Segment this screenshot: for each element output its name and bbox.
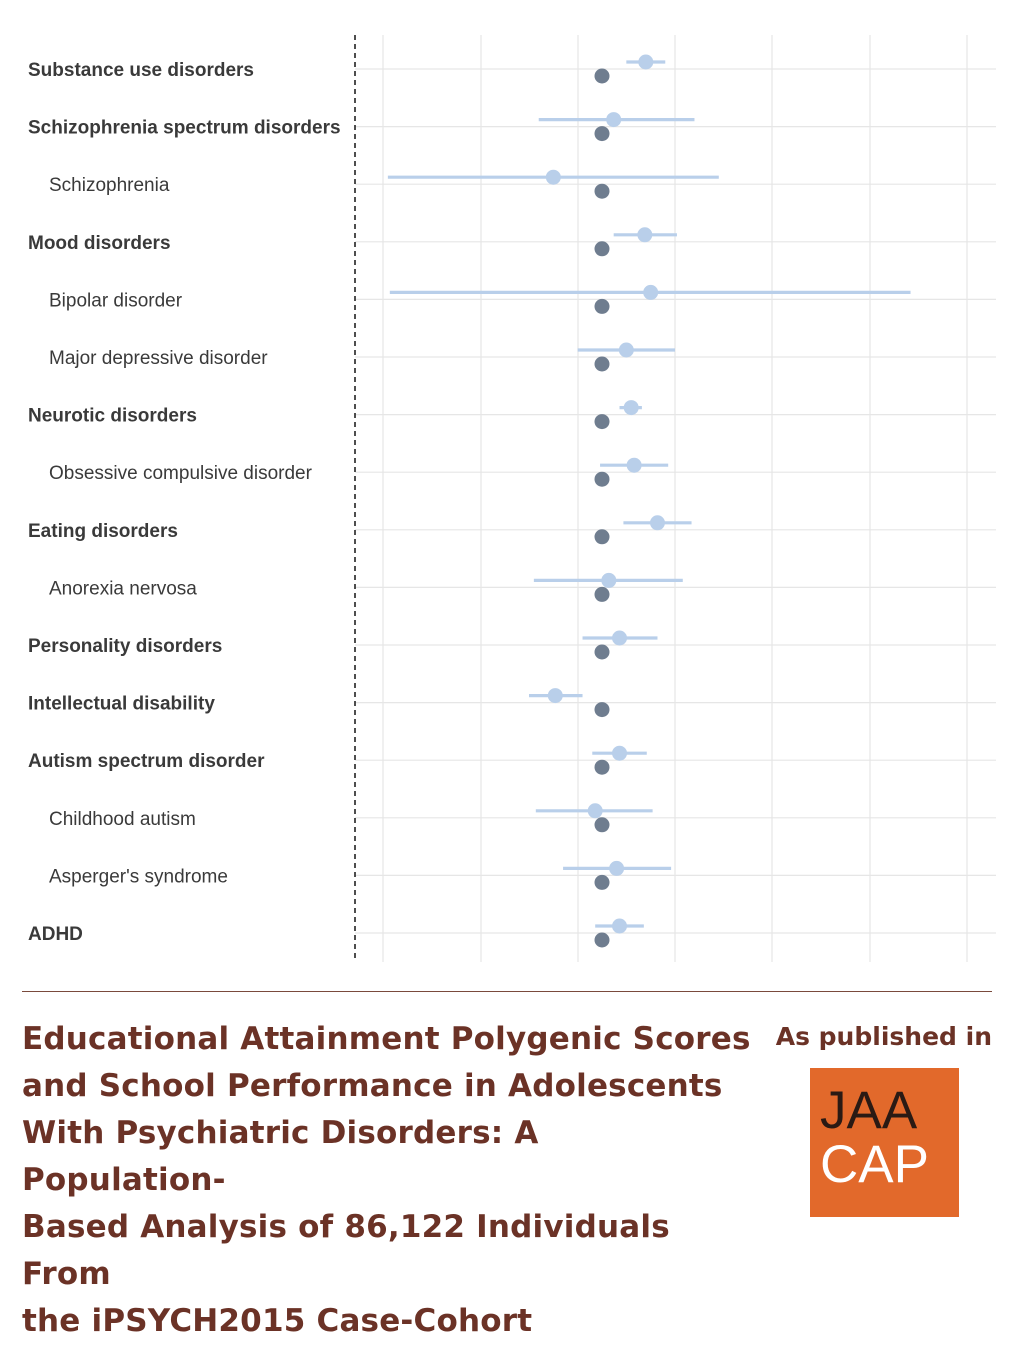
estimate-point bbox=[612, 631, 627, 646]
reference-point bbox=[595, 817, 610, 832]
reference-point bbox=[595, 126, 610, 141]
row-label: Asperger's syndrome bbox=[49, 866, 228, 888]
reference-point bbox=[595, 760, 610, 775]
estimate-point bbox=[637, 227, 652, 242]
reference-point bbox=[595, 702, 610, 717]
divider bbox=[22, 991, 992, 992]
logo-text-bottom: CAP bbox=[820, 1135, 929, 1194]
paper-title bbox=[22, 1016, 752, 1345]
paper-title-line: and School Performance in Adolescents bbox=[22, 1068, 723, 1104]
row-label: Bipolar disorder bbox=[49, 290, 183, 312]
row-label: Schizophrenia bbox=[49, 175, 170, 197]
reference-point bbox=[595, 184, 610, 199]
row-label: Childhood autism bbox=[49, 808, 196, 830]
estimate-point bbox=[548, 688, 563, 703]
reference-point bbox=[595, 69, 610, 84]
logo-text-top: JAA bbox=[820, 1081, 918, 1140]
estimate-point bbox=[609, 861, 624, 876]
row-label: Major depressive disorder bbox=[49, 348, 268, 369]
reference-point bbox=[595, 472, 610, 487]
paper-title-line: Educational Attainment Polygenic Scores bbox=[22, 1021, 751, 1057]
estimate-point bbox=[643, 285, 658, 300]
paper-title-line: the iPSYCH2015 Case-Cohort bbox=[22, 1303, 533, 1339]
reference-point bbox=[595, 414, 610, 429]
row-label: Neurotic disorders bbox=[28, 405, 197, 427]
row-label: Obsessive compulsive disorder bbox=[49, 463, 312, 485]
estimate-point bbox=[638, 55, 653, 70]
paper-title-line: Based Analysis of 86,122 Individuals From bbox=[22, 1209, 670, 1292]
estimate-point bbox=[627, 458, 642, 473]
row-label: Personality disorders bbox=[28, 636, 223, 657]
reference-point bbox=[595, 587, 610, 602]
estimate-point bbox=[650, 515, 665, 530]
reference-point bbox=[595, 645, 610, 660]
estimate-point bbox=[612, 746, 627, 761]
row-label: Substance use disorders bbox=[28, 60, 254, 81]
row-label: Schizophrenia spectrum disorders bbox=[28, 117, 341, 139]
estimate-point bbox=[606, 112, 621, 127]
row-label: ADHD bbox=[28, 924, 83, 945]
row-label: Autism spectrum disorder bbox=[28, 751, 265, 773]
row-label: Eating disorders bbox=[28, 520, 178, 542]
published-in-label: As published in bbox=[775, 1022, 992, 1051]
journal-logo bbox=[810, 1068, 959, 1217]
estimate-point bbox=[619, 343, 634, 358]
reference-point bbox=[595, 299, 610, 314]
estimate-point bbox=[601, 573, 616, 588]
row-label: Intellectual disability bbox=[28, 693, 215, 715]
paper-title-line: With Psychiatric Disorders: A Population- bbox=[22, 1115, 539, 1198]
reference-point bbox=[595, 875, 610, 890]
reference-point bbox=[595, 529, 610, 544]
estimate-point bbox=[588, 803, 603, 818]
reference-point bbox=[595, 241, 610, 256]
estimate-point bbox=[612, 919, 627, 934]
row-label: Mood disorders bbox=[28, 232, 171, 254]
estimate-point bbox=[624, 400, 639, 415]
row-label: Anorexia nervosa bbox=[49, 578, 197, 600]
estimate-point bbox=[546, 170, 561, 185]
reference-point bbox=[595, 357, 610, 372]
reference-point bbox=[595, 933, 610, 948]
